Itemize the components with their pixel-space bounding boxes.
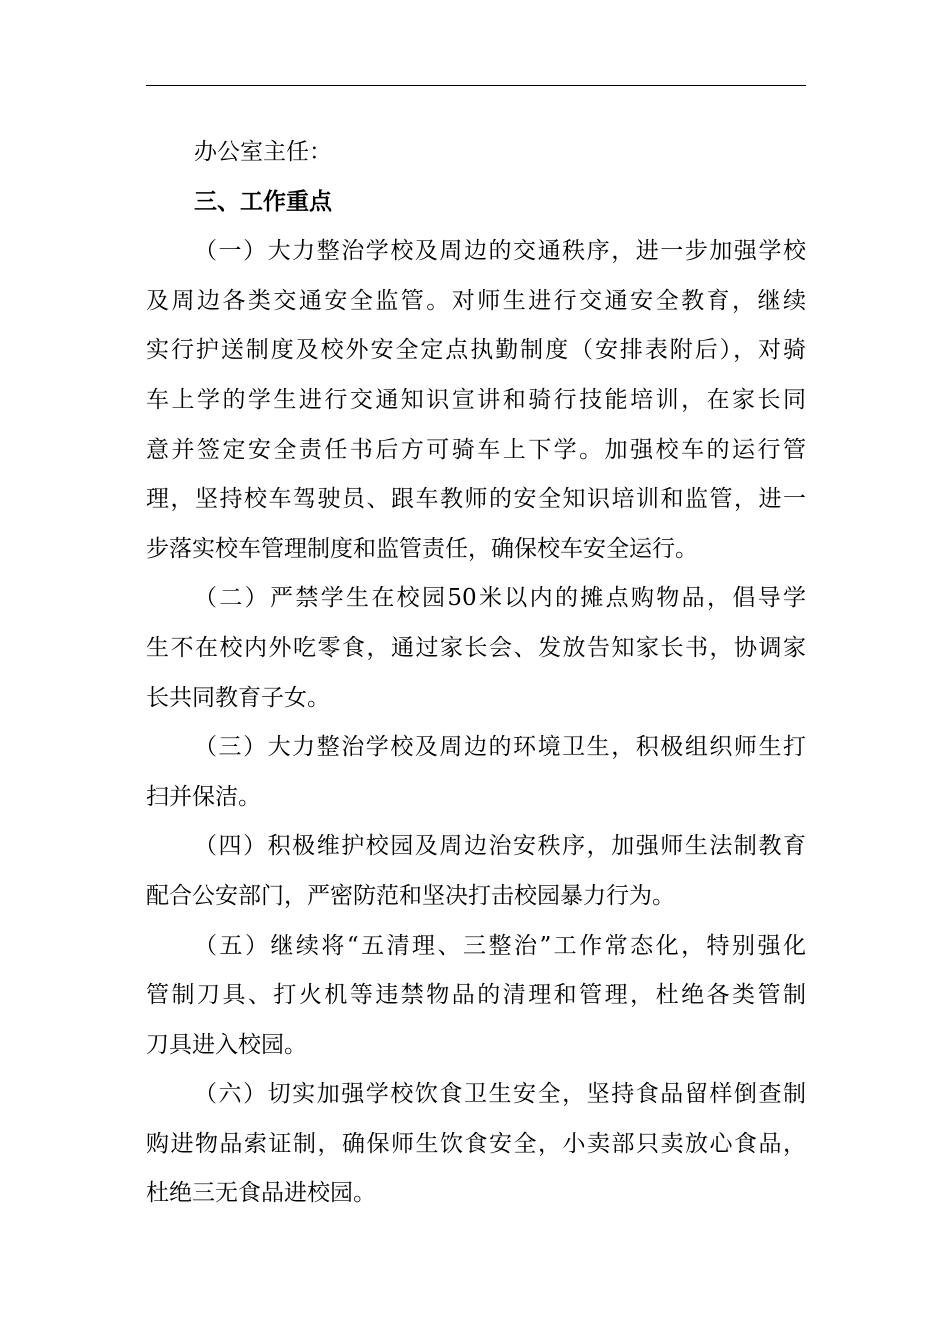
header-rule bbox=[146, 85, 806, 86]
paragraph-1-line-6: 理，坚持校车驾驶员、跟车教师的安全知识培训和监管，进一 bbox=[146, 486, 806, 513]
paragraph-4-line-1: （四）积极维护校园及周边治安秩序，加强师生法制教育 bbox=[194, 833, 806, 860]
office-director-line: 办公室主任： bbox=[194, 139, 332, 165]
paragraph-2-line-1: （二）严禁学生在校园50米以内的摊点购物品，倡导学 bbox=[194, 585, 806, 612]
paragraph-1-line-3: 实行护送制度及校外安全定点执勤制度（安排表附后），对骑 bbox=[146, 337, 806, 364]
paragraph-3-line-2: 扫并保洁。 bbox=[146, 783, 261, 810]
paragraph-6-line-3: 杜绝三无食品进校园。 bbox=[146, 1180, 376, 1207]
paragraph-1-line-1: （一）大力整治学校及周边的交通秩序，进一步加强学校 bbox=[194, 238, 806, 265]
paragraph-6-line-1: （六）切实加强学校饮食卫生安全，坚持食品留样倒查制 bbox=[194, 1081, 806, 1108]
section-title: 三、工作重点 bbox=[194, 188, 332, 215]
paragraph-2-line-2: 生不在校内外吃零食，通过家长会、发放告知家长书，协调家 bbox=[146, 634, 806, 661]
paragraph-6-line-2: 购进物品索证制，确保师生饮食安全，小卖部只卖放心食品， bbox=[146, 1130, 806, 1157]
paragraph-5-line-3: 刀具进入校园。 bbox=[146, 1031, 307, 1058]
document-body bbox=[146, 128, 806, 1219]
paragraph-1-line-2: 及周边各类交通安全监管。对师生进行交通安全教育，继续 bbox=[146, 287, 806, 314]
paragraph-1-line-5: 意并签定安全责任书后方可骑车上下学。加强校车的运行管 bbox=[146, 436, 806, 463]
paragraph-5-line-2: 管制刀具、打火机等违禁物品的清理和管理，杜绝各类管制 bbox=[146, 982, 806, 1009]
paragraph-1-line-4: 车上学的学生进行交通知识宣讲和骑行技能培训，在家长同 bbox=[146, 386, 806, 413]
paragraph-1-line-7: 步落实校车管理制度和监管责任，确保校车安全运行。 bbox=[146, 535, 698, 562]
paragraph-4-line-2: 配合公安部门，严密防范和坚决打击校园暴力行为。 bbox=[146, 882, 675, 909]
paragraph-2-line-3: 长共同教育子女。 bbox=[146, 684, 330, 711]
paragraph-3-line-1: （三）大力整治学校及周边的环境卫生，积极组织师生打 bbox=[194, 734, 806, 761]
paragraph-5-line-1: （五）继续将“五清理、三整治”工作常态化，特别强化 bbox=[194, 932, 806, 959]
